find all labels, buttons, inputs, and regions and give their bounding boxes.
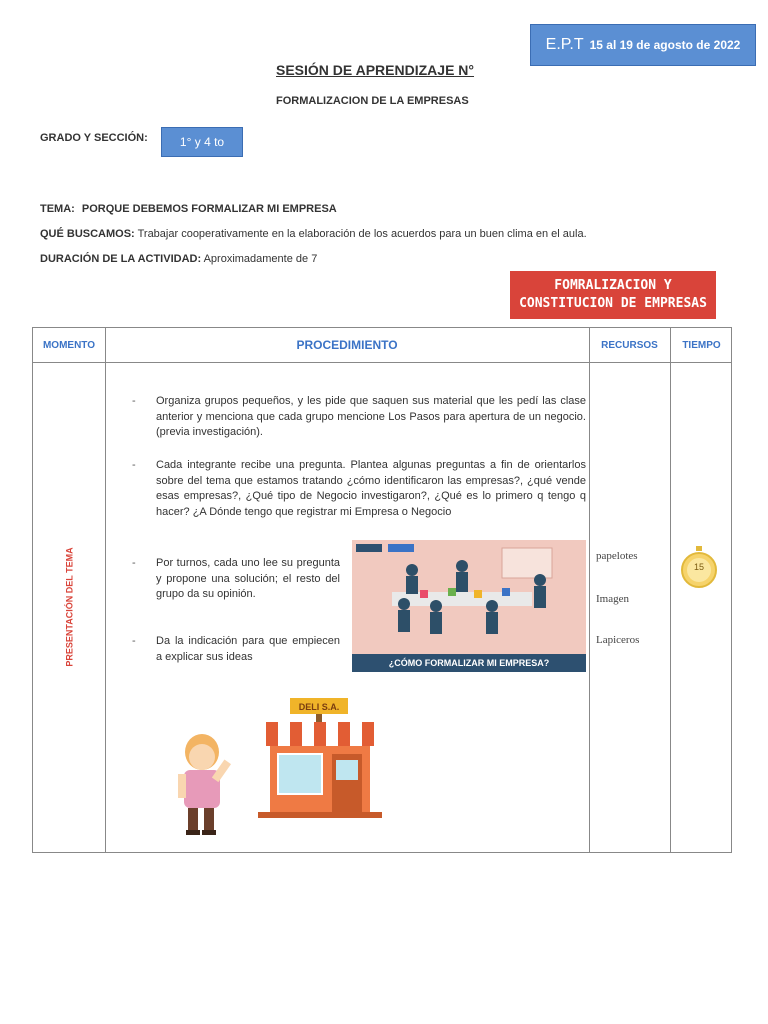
timer-value: 15 [693, 562, 705, 572]
header-momento: MOMENTO [42, 339, 96, 351]
ept-dates: 15 al 19 de agosto de 2022 [589, 38, 741, 52]
tema-value: PORQUE DEBEMOS FORMALIZAR MI EMPRESA [81, 203, 337, 215]
header-tiempo: TIEMPO [682, 339, 721, 351]
resource-item: Lapiceros [596, 634, 640, 646]
ept-date-box [530, 24, 756, 66]
item-text: Por turnos, cada uno lee su pregunta y propone una solución; el resto del grupo da su opinión. [156, 557, 340, 600]
store-sign: DELI S.A. [298, 702, 340, 712]
header-procedimiento: PROCEDIMIENTO [296, 338, 398, 352]
busca-line [40, 228, 587, 240]
session-subtitle: FORMALIZACION DE LA EMPRESAS [276, 95, 469, 107]
meeting-illustration [352, 540, 586, 672]
column-divider [589, 328, 590, 852]
list-item: - Cada integrante recibe una pregunta. Plantea algunas preguntas a fin de orientarlos sobre del tema que estamos tratando ¿cómo identificaron las empresas?, ¿qué vende esas empresas?, ¿Qué tipo de Negocio investigaron?, ¿Qué es lo primero q tengo q hacer? ¿A Dónde tengo que registrar mi Empresa o Negocio [132, 459, 586, 518]
momento-cell [35, 362, 105, 852]
busca-value: Trabajar cooperativamente en la elaboración de los acuerdos para un buen clima en el aula. [137, 228, 587, 240]
list-item: - Da la indicación para que empiecen a explicar sus ideas [132, 635, 340, 663]
stopwatch-icon [680, 546, 718, 588]
item-text: Organiza grupos pequeños, y les pide que saquen sus material que les pedí las clase anterior y menciona que cada grupo mencione Los Pasos para apertura de un negocio. (previa investigación). [156, 395, 586, 438]
resource-item: Imagen [596, 593, 629, 605]
session-title: SESIÓN DE APRENDIZAJE N° [276, 62, 475, 78]
grado-line [40, 132, 148, 144]
momento-value: PRESENTACIÓN DEL TEMA [65, 547, 75, 667]
meeting-scene-icon [352, 540, 586, 654]
grado-label: GRADO Y SECCIÓN: [40, 132, 148, 144]
topic-banner [510, 271, 716, 319]
item-text: Cada integrante recibe una pregunta. Plantea algunas preguntas a fin de orientarlos sobre del tema que estamos tratando ¿cómo identificaron las empresas?, ¿qué vende esas empresas?, ¿Qué tipo de Negocio investigaron?, ¿Qué es lo primero q tengo q hacer? ¿A Dónde tengo que registrar mi Empresa o Negocio [156, 459, 586, 518]
item-text: Da la indicación para que empiecen a explicar sus ideas [156, 635, 340, 663]
person-illustration [166, 730, 246, 836]
banner-line-2: CONSTITUCION DE EMPRESAS [519, 296, 707, 311]
list-item: - Organiza grupos pequeños, y les pide que saquen sus material que les pedí las clase anterior y menciona que cada grupo mencione Los Pasos para apertura de un negocio. (previa investigación). [132, 395, 586, 438]
store-illustration [256, 696, 384, 820]
grado-value-box: 1° y 4 to [161, 127, 243, 157]
column-divider [670, 328, 671, 852]
duracion-label: DURACIÓN DE LA ACTIVIDAD: [40, 253, 202, 265]
ept-label: E.P.T [545, 36, 584, 53]
resource-item: papelotes [596, 550, 638, 562]
header-recursos: RECURSOS [601, 339, 658, 351]
duracion-value: Aproximadamente de 7 [203, 253, 318, 265]
column-divider [105, 328, 106, 852]
duracion-line [40, 253, 317, 265]
banner-line-1: FOMRALIZACION Y [554, 278, 672, 293]
busca-label: QUÉ BUSCAMOS: [40, 228, 135, 240]
illustration-caption: ¿CÓMO FORMALIZAR MI EMPRESA? [352, 654, 586, 672]
list-item: - Por turnos, cada uno lee su pregunta y propone una solución; el resto del grupo da su opinión. [132, 557, 340, 600]
tema-line [40, 203, 337, 215]
tema-label: TEMA: [40, 203, 75, 215]
